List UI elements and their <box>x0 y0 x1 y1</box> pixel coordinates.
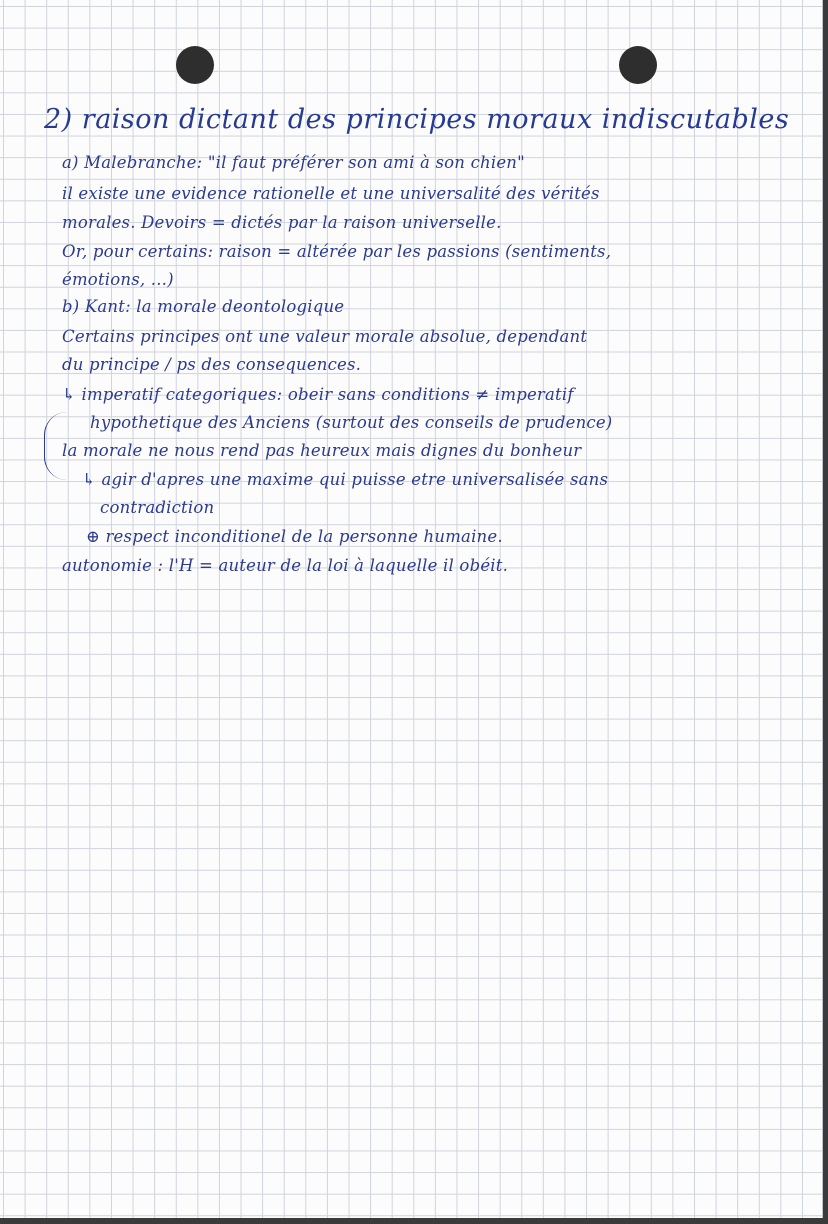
note-line: la morale ne nous rend pas heureux mais dignes du bonheur <box>62 441 582 460</box>
note-title: 2) raison dictant des principes moraux indiscutables <box>44 104 790 135</box>
note-line: a) Malebranche: "il faut préférer son ami à son chien" <box>62 153 525 172</box>
note-line: ↳ imperatif categoriques: obeir sans conditions ≠ imperatif <box>62 385 574 404</box>
note-line: Or, pour certains: raison = altérée par les passions (sentiments, <box>62 242 612 261</box>
note-line: b) Kant: la morale deontologique <box>62 297 345 316</box>
note-line: morales. Devoirs = dictés par la raison universelle. <box>62 213 502 232</box>
note-line: autonomie : l'H = auteur de la loi à laquelle il obéit. <box>62 556 509 575</box>
note-line: émotions, ...) <box>62 270 174 289</box>
note-line: ↳ agir d'apres une maxime qui puisse etre universalisée sans <box>82 470 609 489</box>
note-line: hypothetique des Anciens (surtout des conseils de prudence) <box>90 413 613 432</box>
note-line: du principe / ps des consequences. <box>62 355 362 374</box>
punch-hole-left <box>176 46 214 84</box>
note-line: Certains principes ont une valeur morale absolue, dependant <box>62 327 588 346</box>
note-line: ⊕ respect inconditionel de la personne humaine. <box>86 527 503 546</box>
punch-hole-right <box>619 46 657 84</box>
note-line: contradiction <box>100 498 215 517</box>
note-line: il existe une evidence rationelle et une universalité des vérités <box>62 184 600 203</box>
